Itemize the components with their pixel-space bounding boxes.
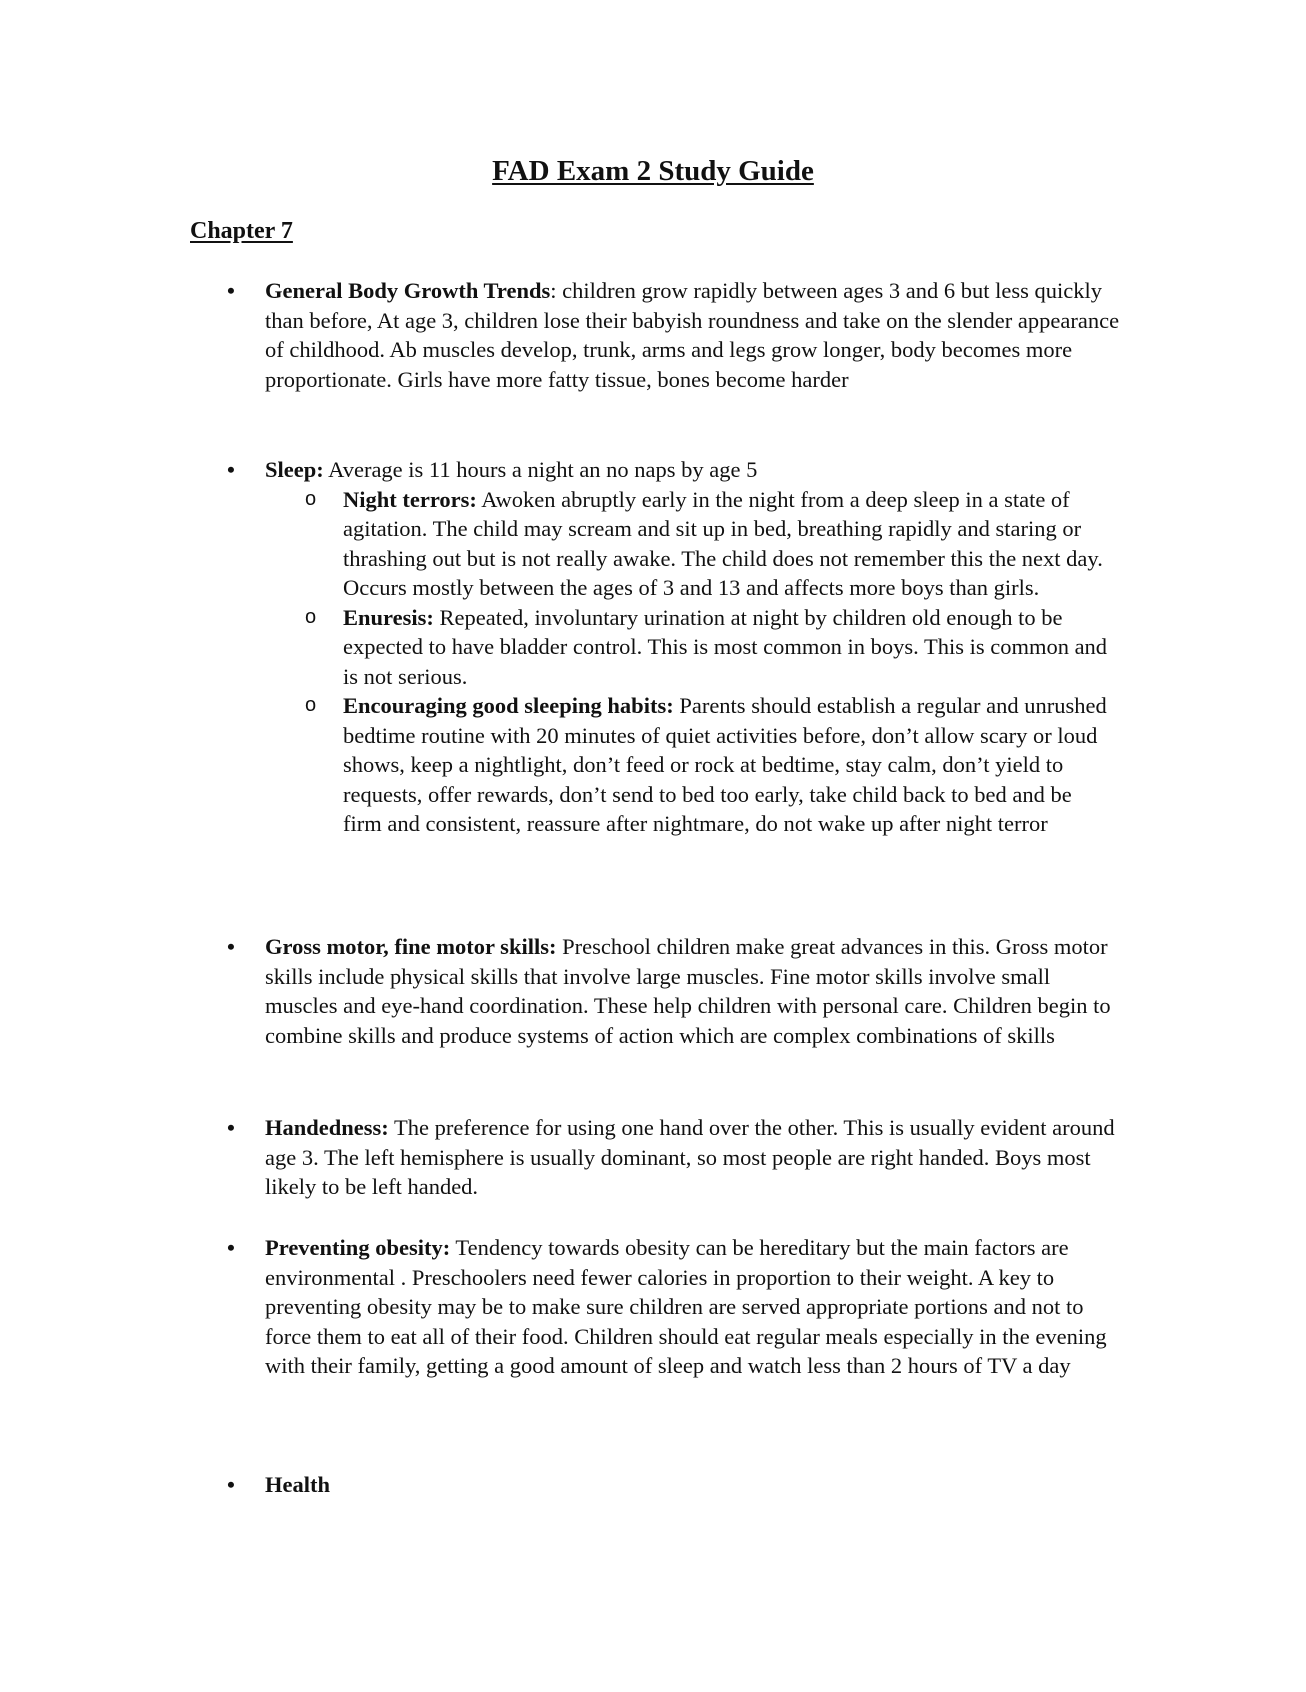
item-text: The preference for using one hand over the other. This is usually evident around age 3. The left hemisphere is usually dominant, so most people are right handed. Boys most likely to be left handed. bbox=[265, 1115, 1115, 1199]
list-item-body-growth bbox=[227, 276, 1120, 394]
sub-item-term: Encouraging good sleeping habits: bbox=[343, 693, 674, 718]
item-term: Gross motor, fine motor skills: bbox=[265, 934, 557, 959]
list-item-sleep bbox=[227, 455, 1120, 839]
sub-list bbox=[265, 485, 1120, 839]
sub-item-sleeping-habits bbox=[305, 691, 1113, 839]
item-line bbox=[265, 455, 1120, 485]
item-term: Preventing obesity: bbox=[265, 1235, 451, 1260]
sub-item-text: Awoken abruptly early in the night from a deep sleep in a state of agitation. The child may scream and sit up in bed, breathing rapidly and staring or thrashing out but is not really awake. The child does not remember this the next day. Occurs mostly between the ages of 3 and 13 and affects more boys than girls. bbox=[343, 486, 1103, 600]
list-item-obesity bbox=[227, 1233, 1120, 1381]
item-term: Handedness: bbox=[265, 1115, 389, 1140]
sub-bullet-icon: o bbox=[305, 694, 317, 716]
sub-item-term: Enuresis: bbox=[343, 604, 434, 630]
list-item-motor-skills bbox=[227, 932, 1120, 1050]
list-item-health bbox=[227, 1470, 1120, 1500]
list-item-handedness bbox=[227, 1113, 1120, 1202]
bullet-icon: • bbox=[227, 1235, 235, 1260]
item-term: Sleep: bbox=[265, 457, 324, 482]
item-text: Average is 11 hours a night an no naps by age 5 bbox=[323, 457, 758, 482]
sub-bullet-icon: o bbox=[305, 487, 317, 510]
sub-item-night-terrors bbox=[305, 485, 1113, 603]
item-text: : children grow rapidly between ages 3 and 6 but less quickly than before, At age 3, children lose their babyish roundness and take on the slender appearance of childhood. Ab muscles develop, trunk, arms and legs grow longer, body becomes more proportionate. Girls have more fatty tissue, bones become harder bbox=[265, 278, 1120, 392]
item-term: Health bbox=[265, 1472, 330, 1497]
bullet-icon: • bbox=[227, 934, 235, 959]
sub-item-text: Parents should establish a regular and unrushed bedtime routine with 20 minutes of quiet activities before, don’t allow scary or loud shows, keep a nightlight, don’t feed or rock at bedtime, stay calm, don’t yield to requests, offer rewards, don’t send to bed too early, take child back to bed and be firm and consistent, reassure after nightmare, do not wake up after night terror bbox=[343, 693, 1107, 836]
item-text: Tendency towards obesity can be hereditary but the main factors are environmental . Preschoolers need fewer calories in proportion to their weight. A key to preventing obesity may be to make sure children are served appropriate portions and not to force them to eat all of their food. Children should eat regular meals especially in the evening with their family, getting a good amount of sleep and watch less than 2 hours of TV a day bbox=[265, 1235, 1107, 1378]
sub-item-enuresis bbox=[305, 603, 1113, 692]
bullet-icon: • bbox=[227, 1115, 235, 1140]
bullet-icon: • bbox=[227, 457, 235, 482]
sub-item-term: Night terrors: bbox=[343, 486, 477, 512]
document-title: FAD Exam 2 Study Guide bbox=[492, 155, 814, 187]
item-text: Preschool children make great advances in this. Gross motor skills include physical skills that involve large muscles. Fine motor skills involve small muscles and eye-hand coordination. These help children with personal care. Children begin to combine skills and produce systems of action which are complex combinations of skills bbox=[265, 934, 1111, 1048]
bullet-icon: • bbox=[227, 1472, 235, 1497]
chapter-heading: Chapter 7 bbox=[190, 218, 293, 244]
sub-item-text: Repeated, involuntary urination at night by children old enough to be expected to have bladder control. This is most common in boys. This is common and is not serious. bbox=[343, 604, 1108, 689]
bullet-icon: • bbox=[227, 278, 235, 303]
item-term: General Body Growth Trends bbox=[265, 278, 551, 303]
sub-bullet-icon: o bbox=[305, 605, 317, 628]
